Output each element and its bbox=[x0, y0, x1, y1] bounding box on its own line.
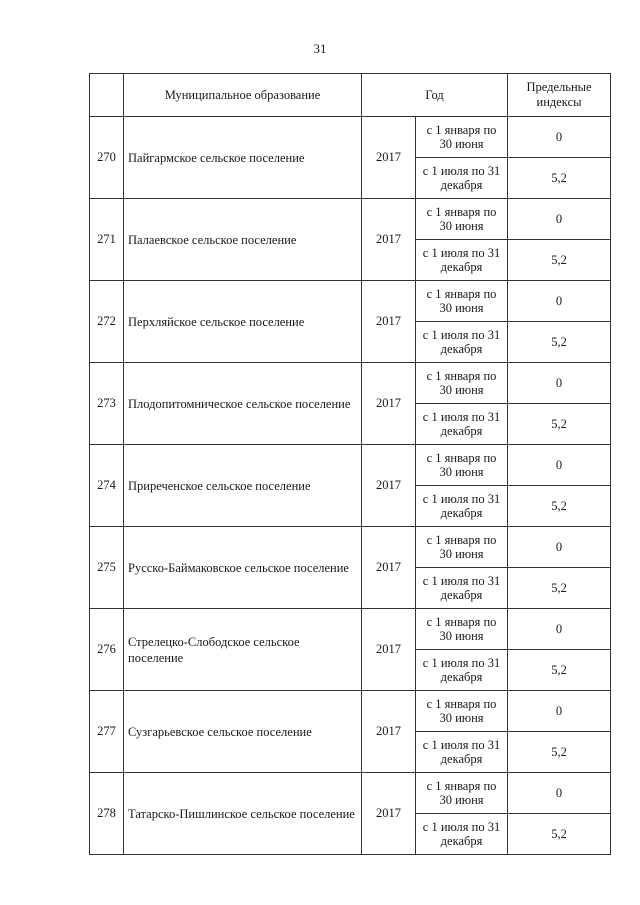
municipality-name: Перхляйское сельское поселение bbox=[124, 281, 362, 363]
index-value: 0 bbox=[508, 117, 611, 158]
page-number: 31 bbox=[313, 41, 327, 56]
index-value: 5,2 bbox=[508, 158, 611, 199]
period-first-half: с 1 января по 30 июня bbox=[416, 117, 508, 158]
year-cell: 2017 bbox=[362, 773, 416, 855]
indices-table bbox=[89, 73, 611, 855]
year-cell: 2017 bbox=[362, 609, 416, 691]
period-second-half: с 1 июля по 31 декабря bbox=[416, 650, 508, 691]
period-first-half: с 1 января по 30 июня bbox=[416, 691, 508, 732]
index-value: 5,2 bbox=[508, 322, 611, 363]
row-number: 275 bbox=[90, 527, 124, 609]
year-cell: 2017 bbox=[362, 281, 416, 363]
period-first-half: с 1 января по 30 июня bbox=[416, 609, 508, 650]
header-year: Год bbox=[362, 74, 508, 117]
index-value: 0 bbox=[508, 773, 611, 814]
row-number: 277 bbox=[90, 691, 124, 773]
table-row bbox=[90, 527, 611, 568]
table-row bbox=[90, 445, 611, 486]
period-second-half: с 1 июля по 31 декабря bbox=[416, 240, 508, 281]
table-row bbox=[90, 773, 611, 814]
index-value: 0 bbox=[508, 609, 611, 650]
index-value: 5,2 bbox=[508, 240, 611, 281]
year-cell: 2017 bbox=[362, 117, 416, 199]
table-row bbox=[90, 363, 611, 404]
header-municipality: Муниципальное образование bbox=[124, 74, 362, 117]
municipality-name: Татарско-Пишлинское сельское поселение bbox=[124, 773, 362, 855]
table-body bbox=[90, 117, 611, 855]
index-value: 0 bbox=[508, 527, 611, 568]
period-second-half: с 1 июля по 31 декабря bbox=[416, 568, 508, 609]
year-cell: 2017 bbox=[362, 363, 416, 445]
index-value: 5,2 bbox=[508, 814, 611, 855]
row-number: 273 bbox=[90, 363, 124, 445]
municipality-name: Пайгармское сельское поселение bbox=[124, 117, 362, 199]
municipality-name: Русско-Баймаковское сельское поселение bbox=[124, 527, 362, 609]
row-number: 276 bbox=[90, 609, 124, 691]
header-index: Предельные индексы bbox=[508, 74, 611, 117]
index-value: 5,2 bbox=[508, 650, 611, 691]
period-second-half: с 1 июля по 31 декабря bbox=[416, 158, 508, 199]
period-second-half: с 1 июля по 31 декабря bbox=[416, 486, 508, 527]
period-second-half: с 1 июля по 31 декабря bbox=[416, 404, 508, 445]
period-first-half: с 1 января по 30 июня bbox=[416, 527, 508, 568]
period-second-half: с 1 июля по 31 декабря bbox=[416, 732, 508, 773]
municipality-name: Приреченское сельское поселение bbox=[124, 445, 362, 527]
index-value: 0 bbox=[508, 691, 611, 732]
row-number: 274 bbox=[90, 445, 124, 527]
year-cell: 2017 bbox=[362, 691, 416, 773]
table-row bbox=[90, 199, 611, 240]
period-second-half: с 1 июля по 31 декабря bbox=[416, 322, 508, 363]
index-value: 0 bbox=[508, 363, 611, 404]
period-second-half: с 1 июля по 31 декабря bbox=[416, 814, 508, 855]
index-value: 5,2 bbox=[508, 486, 611, 527]
row-number: 270 bbox=[90, 117, 124, 199]
index-value: 0 bbox=[508, 281, 611, 322]
header-number bbox=[90, 74, 124, 117]
index-value: 0 bbox=[508, 445, 611, 486]
table-row bbox=[90, 691, 611, 732]
table-row bbox=[90, 281, 611, 322]
header-row bbox=[90, 74, 611, 117]
period-first-half: с 1 января по 30 июня bbox=[416, 199, 508, 240]
index-value: 5,2 bbox=[508, 568, 611, 609]
table-row bbox=[90, 117, 611, 158]
row-number: 271 bbox=[90, 199, 124, 281]
row-number: 278 bbox=[90, 773, 124, 855]
row-number: 272 bbox=[90, 281, 124, 363]
period-first-half: с 1 января по 30 июня bbox=[416, 773, 508, 814]
index-value: 5,2 bbox=[508, 732, 611, 773]
year-cell: 2017 bbox=[362, 445, 416, 527]
index-value: 5,2 bbox=[508, 404, 611, 445]
municipality-name: Плодопитомническое сельское поселение bbox=[124, 363, 362, 445]
table-row bbox=[90, 609, 611, 650]
municipality-name: Сузгарьевское сельское поселение bbox=[124, 691, 362, 773]
period-first-half: с 1 января по 30 июня bbox=[416, 445, 508, 486]
municipality-name: Палаевское сельское поселение bbox=[124, 199, 362, 281]
period-first-half: с 1 января по 30 июня bbox=[416, 281, 508, 322]
year-cell: 2017 bbox=[362, 199, 416, 281]
period-first-half: с 1 января по 30 июня bbox=[416, 363, 508, 404]
index-value: 0 bbox=[508, 199, 611, 240]
year-cell: 2017 bbox=[362, 527, 416, 609]
municipality-name: Стрелецко-Слободское сельское поселение bbox=[124, 609, 362, 691]
table-header bbox=[90, 74, 611, 117]
